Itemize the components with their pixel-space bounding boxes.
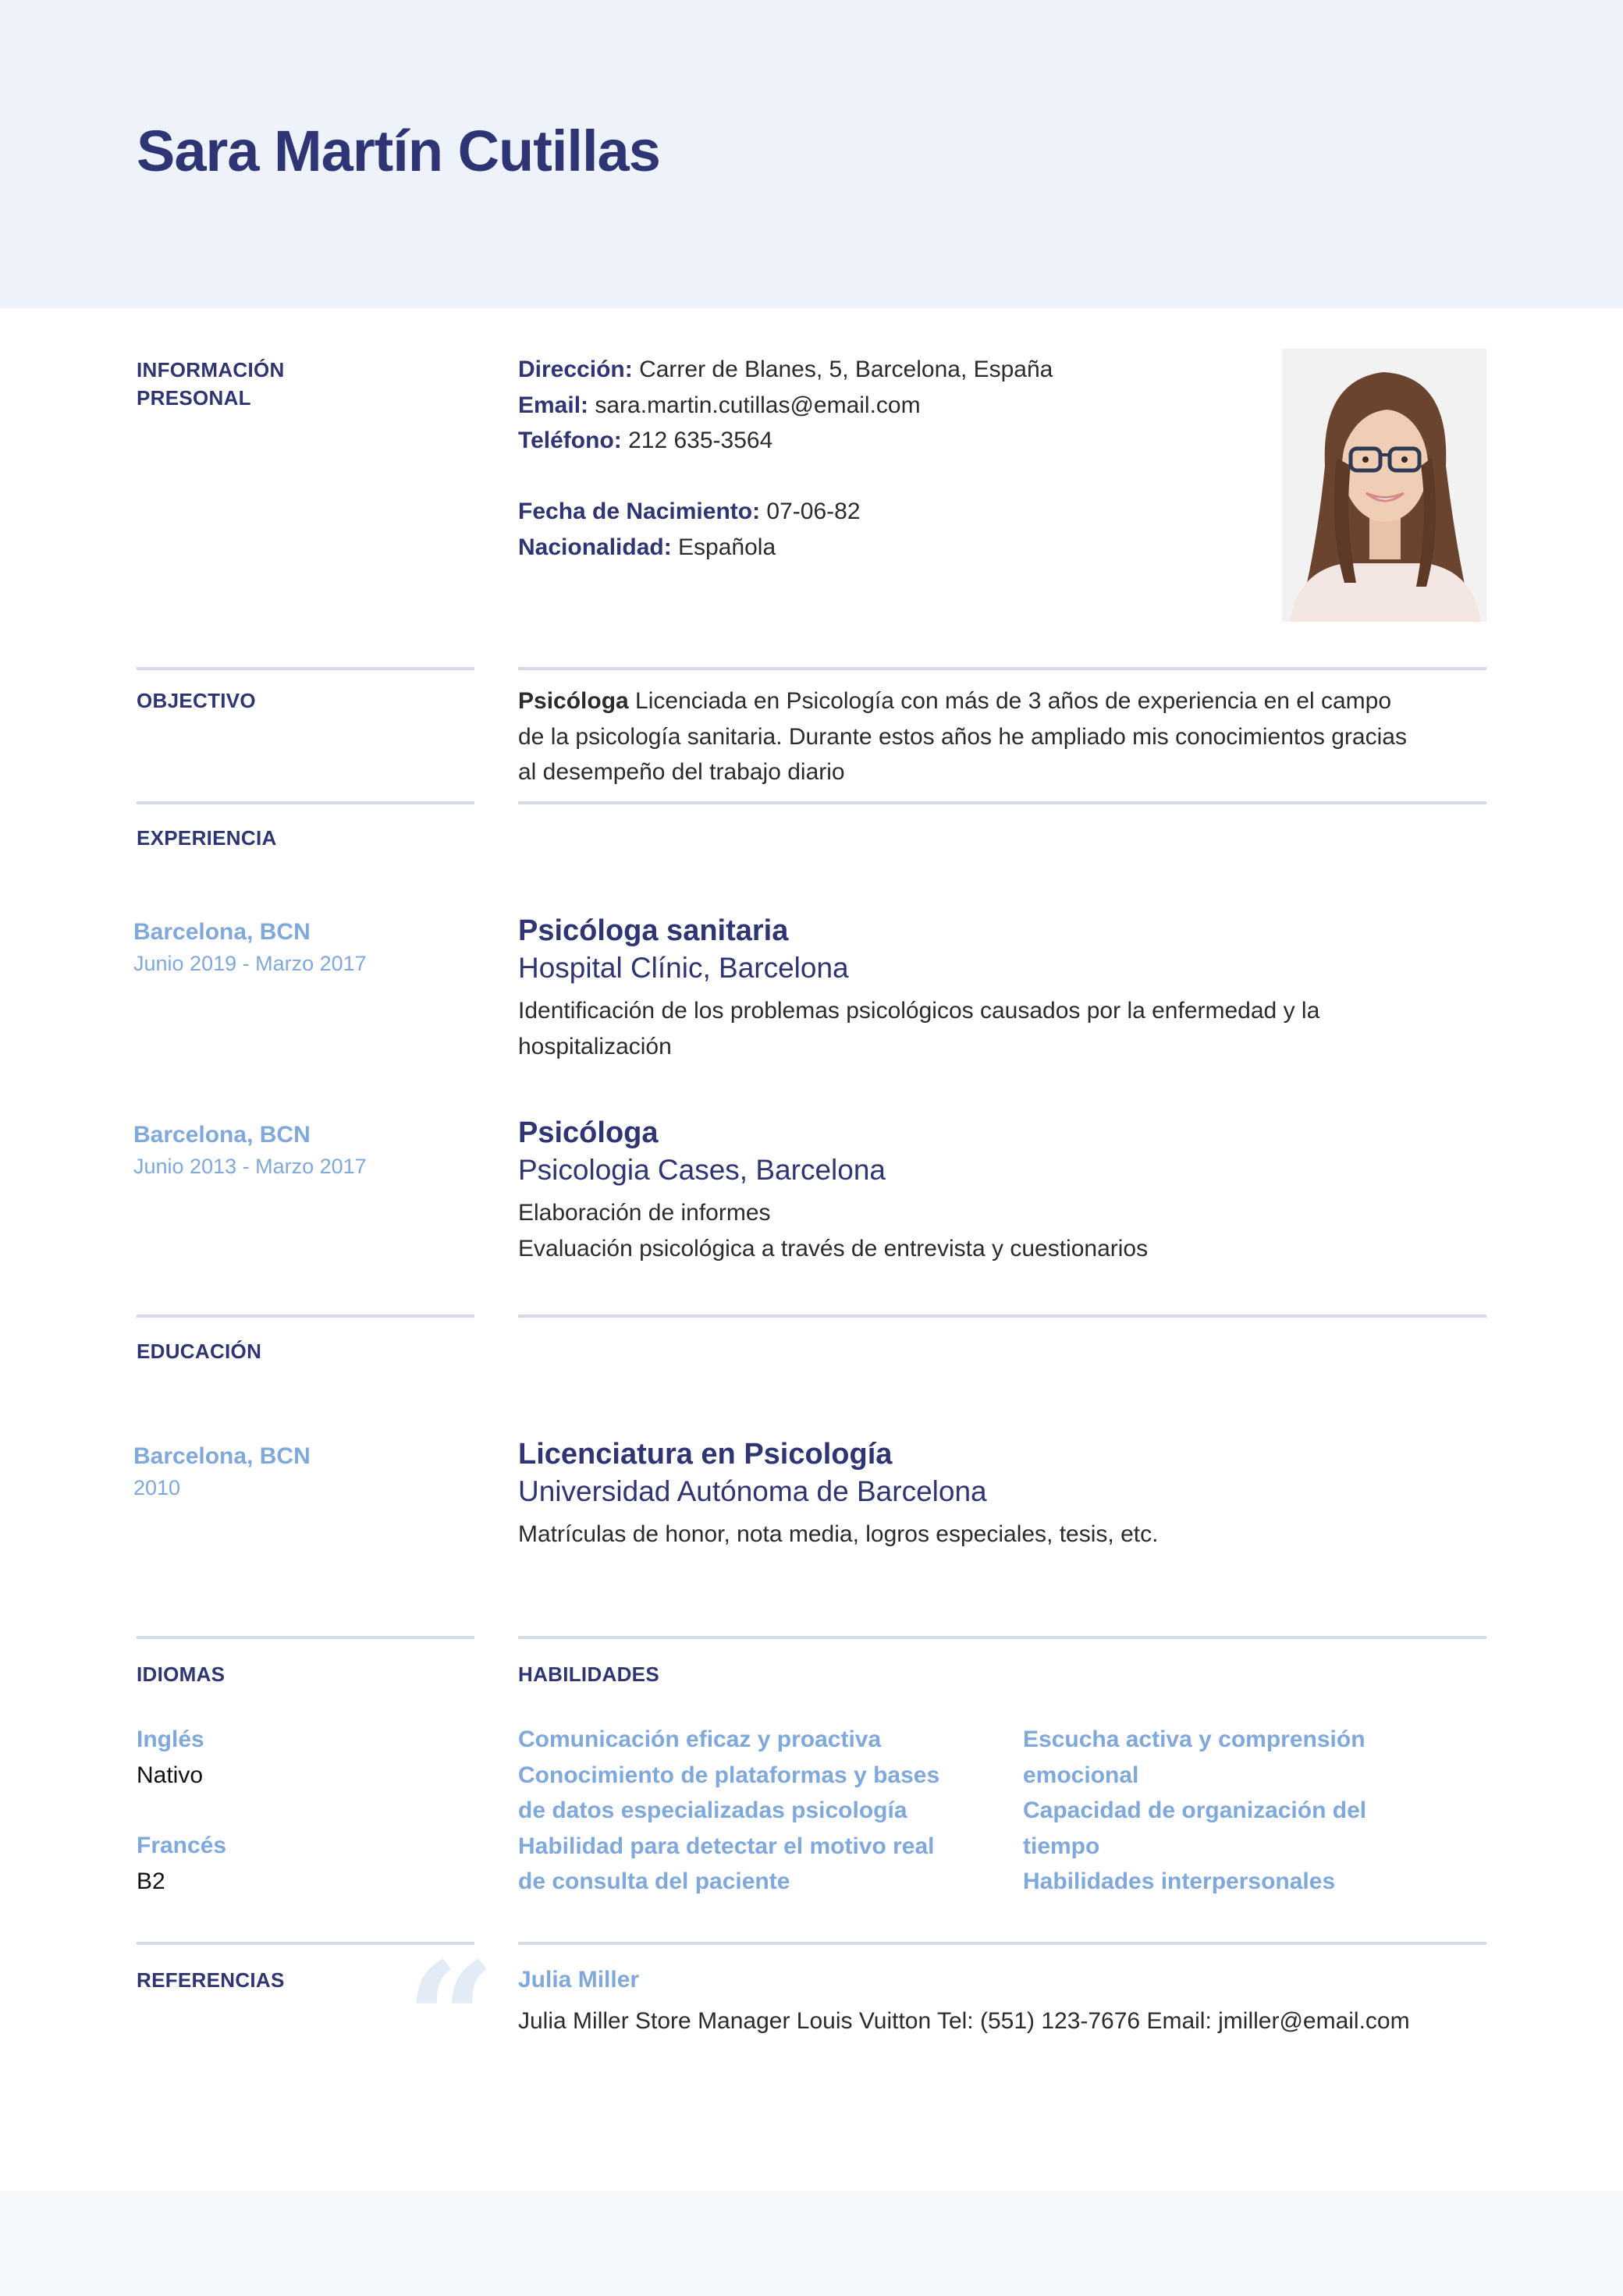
objective-line: al desempeño del trabajo diario: [518, 759, 845, 785]
experience-dates: Junio 2013 - Marzo 2017: [133, 1155, 367, 1178]
section-label-line: PRESONAL: [137, 386, 251, 410]
education-dates: 2010: [133, 1476, 181, 1499]
objective-text: [518, 683, 1490, 790]
footer-band: [0, 2191, 1623, 2296]
skill-line: tiempo: [1023, 1833, 1100, 1859]
section-label-languages: IDIOMAS: [137, 1663, 226, 1686]
divider: [137, 1315, 474, 1318]
personal-info-list: [518, 352, 1053, 565]
objective-line-text: Licenciada en Psicología con más de 3 años de experiencia en el campo: [628, 688, 1392, 714]
experience-location: Barcelona, BCN: [133, 919, 311, 945]
languages-list: [137, 1722, 226, 1899]
skill-line: Comunicación eficaz y proactiva: [518, 1726, 882, 1752]
address-row: [518, 352, 1053, 388]
education-organization: Universidad Autónoma de Barcelona: [518, 1475, 987, 1507]
candidate-name: Sara Martín Cutillas: [137, 119, 660, 183]
divider: [518, 1636, 1486, 1639]
language-name: Inglés: [137, 1726, 204, 1752]
spacer: [518, 459, 1053, 495]
experience-meta: [133, 917, 367, 979]
birthdate-value: 07-06-82: [766, 499, 861, 524]
section-label-objective: OBJECTIVO: [137, 689, 256, 712]
nationality-value: Española: [678, 534, 776, 560]
quote-icon: “: [406, 1929, 496, 2112]
section-label-skills: HABILIDADES: [518, 1663, 659, 1686]
section-label-line: INFORMACIÓN: [137, 358, 285, 381]
nationality-label: Nacionalidad:: [518, 534, 672, 560]
divider: [518, 667, 1486, 670]
description-line: Evaluación psicológica a través de entrevista y cuestionarios: [518, 1235, 1149, 1262]
skill-line: Habilidades interpersonales: [1023, 1868, 1336, 1894]
skills-column-2: [1023, 1722, 1491, 1900]
skill-line: Escucha activa y comprensión: [1023, 1726, 1366, 1752]
reference-entry: [518, 1964, 1410, 2039]
section-label-references: REFERENCIAS: [137, 1968, 285, 1992]
skill-line: Conocimiento de plataformas y bases: [518, 1762, 940, 1788]
experience-title: Psicóloga: [518, 1116, 659, 1149]
portrait-illustration: [1282, 349, 1486, 622]
experience-description: [518, 993, 1490, 1064]
divider: [137, 801, 474, 804]
experience-meta: [133, 1120, 367, 1182]
description-line: hospitalización: [518, 1033, 672, 1059]
email-label: Email:: [518, 392, 589, 418]
section-label-education: EDUCACIÓN: [137, 1340, 262, 1363]
reference-details: Julia Miller Store Manager Louis Vuitton Tel: (551) 123-7676 Email: jmiller@email.com: [518, 2008, 1410, 2034]
experience-title: Psicóloga sanitaria: [518, 914, 789, 947]
phone-row: [518, 423, 1053, 459]
divider: [137, 1636, 474, 1639]
language-item: [137, 1828, 226, 1899]
phone-label: Teléfono:: [518, 428, 622, 453]
email-row: [518, 388, 1053, 424]
language-item: [137, 1722, 226, 1793]
skills-column-1: [518, 1722, 1002, 1900]
experience-organization: Hospital Clínic, Barcelona: [518, 952, 849, 984]
education-location: Barcelona, BCN: [133, 1443, 311, 1469]
objective-line: [518, 683, 1490, 719]
reference-name: Julia Miller: [518, 1967, 640, 1993]
skill-line: emocional: [1023, 1762, 1139, 1788]
description-line: Identificación de los problemas psicológicos causados por la enfermedad y la: [518, 998, 1320, 1024]
email-value[interactable]: sara.martin.cutillas@email.com: [595, 392, 921, 418]
section-label-personal-info: [137, 356, 285, 412]
experience-location: Barcelona, BCN: [133, 1122, 311, 1148]
experience-dates: Junio 2019 - Marzo 2017: [133, 952, 367, 975]
education-meta: [133, 1441, 311, 1503]
experience-description: [518, 1195, 1490, 1266]
experience-entry: [518, 1114, 1490, 1266]
language-name: Francés: [137, 1833, 227, 1858]
education-description: Matrículas de honor, nota media, logros especiales, tesis, etc.: [518, 1521, 1159, 1547]
address-label: Dirección:: [518, 357, 633, 382]
language-level: B2: [137, 1868, 165, 1894]
description-line: Elaboración de informes: [518, 1200, 771, 1226]
experience-entry: [518, 912, 1490, 1064]
profile-photo: [1282, 349, 1486, 622]
skill-line: de consulta del paciente: [518, 1868, 790, 1894]
objective-line: de la psicología sanitaria. Durante estos años he ampliado mis conocimientos gracias: [518, 723, 1407, 750]
divider: [518, 1942, 1486, 1945]
address-value: Carrer de Blanes, 5, Barcelona, España: [639, 357, 1053, 382]
skill-line: Capacidad de organización del: [1023, 1797, 1367, 1823]
language-level: Nativo: [137, 1762, 204, 1788]
section-label-experience: EXPERIENCIA: [137, 826, 277, 850]
divider: [518, 801, 1486, 804]
experience-organization: Psicologia Cases, Barcelona: [518, 1154, 886, 1186]
divider: [518, 1315, 1486, 1318]
education-title: Licenciatura en Psicología: [518, 1438, 893, 1471]
skill-line: de datos especializadas psicología: [518, 1797, 907, 1823]
birthdate-row: [518, 494, 1053, 530]
objective-lead: Psicóloga: [518, 688, 629, 714]
skill-line: Habilidad para detectar el motivo real: [518, 1833, 935, 1859]
birthdate-label: Fecha de Nacimiento:: [518, 499, 761, 524]
nationality-row: [518, 530, 1053, 566]
divider: [137, 667, 474, 670]
education-entry: [518, 1435, 1490, 1553]
phone-value: 212 635-3564: [628, 428, 773, 453]
